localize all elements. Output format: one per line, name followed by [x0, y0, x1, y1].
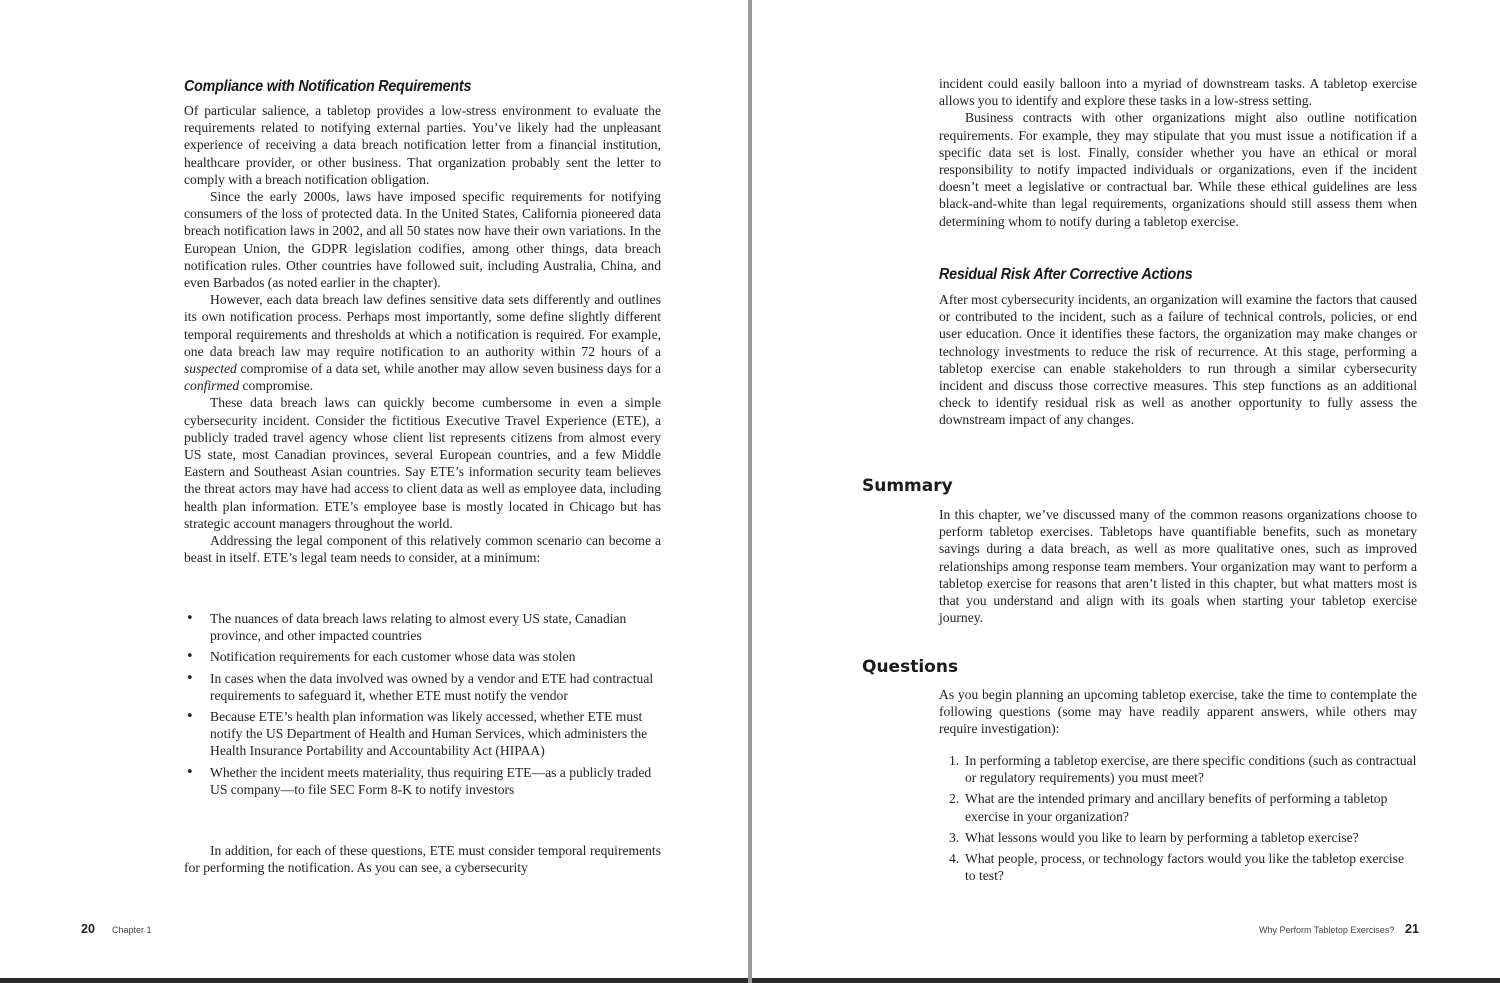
list-number: 1. [949, 753, 960, 768]
page-number: 20 [81, 922, 95, 936]
paragraph: Of particular salience, a tabletop provides a low-stress environment to evaluate the requirements related to notifying external parties. You’ve likely had the unpleasant experience of receiving a data breach notification letter from a financial institution, healthcare provider, or other business. That organization probably sent the letter to comply with a breach notification obligation. [184, 103, 661, 187]
summary-heading: Summary [862, 476, 953, 496]
left-page [0, 0, 748, 983]
emphasis-suspected: suspected [184, 361, 237, 377]
bullet-icon: • [186, 709, 194, 725]
section-heading-residual-risk: Residual Risk After Corrective Actions [939, 266, 1193, 283]
list-item-text: Because ETE’s health plan information was likely accessed, whether ETE must notify the US Department of Health and Human Services, which administers the Health Insurance Portability and Accountability Act (HIPAA) [210, 709, 648, 759]
list-number: 2. [949, 791, 960, 807]
list-item-text: In cases when the data involved was owned by a vendor and ETE had contractual requirements to safeguard it, whether ETE must notify the vendor [210, 670, 654, 703]
summary-body [939, 506, 1417, 626]
list-item [939, 790, 1417, 824]
paragraph: Since the early 2000s, laws have imposed specific requirements for notifying consumers of the loss of protected data. In the United States, California pioneered data breach notification laws in 2002, and all 50 states now have their own variations. In the European Union, the GDPR legislation codifies, among other things, data breach notification rules. Other countries have followed suit, including Australia, China, and even Barbados (as noted earlier in the chapter). [184, 189, 661, 291]
paragraph: incident could easily balloon into a myriad of downstream tasks. A tabletop exercise allows you to identify and explore these tasks in a low-stress setting. [939, 76, 1417, 109]
list-item [939, 752, 1417, 786]
list-item-text: What people, process, or technology factors would you like the tabletop exercise to test? [965, 851, 1405, 884]
text-run: compromise of a data set, while another may allow seven business days for a [236, 361, 661, 377]
text-run: However, each data breach law defines sensitive data sets differently and outlines its own notification process. Perhaps most importantly, some define slightly different temporal requirements and thresholds at which a notification is required. For example, one data breach law may require notification to an authority within 72 hours of a [184, 292, 661, 359]
continuation-body [939, 75, 1417, 230]
running-head-chapter: Chapter 1 [112, 925, 152, 935]
list-item [184, 764, 660, 798]
paragraph: After most cybersecurity incidents, an organization will examine the factors that caused or contributed to the incident, such as a failure of technical controls, policies, or end user education. Once it identifies these factors, the organization may make changes or technology investments to reduce the risk of recurrence. At this stage, performing a tabletop exercise can enable stakeholders to run through a similar cybersecurity incident and discuss those corrective measures. This step functions as an additional check to identify residual risk as well as another opportunity to fully assess the downstream impact of any changes. [939, 292, 1417, 428]
running-head-title: Why Perform Tabletop Exercises? [1259, 925, 1395, 935]
bullet-icon: • [186, 649, 194, 665]
list-item [184, 648, 660, 665]
section-heading-compliance: Compliance with Notification Requirements [184, 78, 472, 95]
paragraph: Addressing the legal component of this relatively common scenario can become a beast in itself. ETE’s legal team needs to consider, at a minimum: [184, 533, 661, 566]
list-item-text: In performing a tabletop exercise, are there specific conditions (such as contractual or regulatory requirements) you must meet? [965, 753, 1417, 786]
bullet-icon: • [186, 670, 194, 686]
bullet-icon: • [186, 764, 194, 780]
legal-considerations-list [184, 610, 660, 802]
compliance-body [184, 102, 661, 566]
list-item [184, 610, 660, 644]
questions-heading: Questions [862, 657, 959, 677]
page-edge [752, 978, 1500, 983]
list-number: 3. [949, 829, 960, 845]
paragraph: In addition, for each of these questions, ETE must consider temporal requirements for performing the notification. As you can see, a cybersecurity [184, 843, 661, 876]
paragraph: In this chapter, we’ve discussed many of the common reasons organizations choose to perform tabletop exercises. Tabletops have quantifiable benefits, such as monetary savings during a data breach, as well as more qualitative ones, such as improved relationships among response team members. Your organization may want to perform a tabletop exercise for reasons that aren’t listed in this chapter, but what matters most is that you understand and align with its goals when starting your tabletop exercise journey. [939, 507, 1417, 626]
list-item-text: Whether the incident meets materiality, thus requiring ETE—as a publicly traded US company—to file SEC Form 8-K to notify investors [210, 764, 652, 797]
list-item-text: The nuances of data breach laws relating to almost every US state, Canadian province, and other impacted countries [210, 611, 627, 644]
text-run: compromise. [239, 378, 314, 394]
list-item [184, 670, 660, 704]
questions-intro [939, 686, 1417, 738]
list-item [184, 708, 660, 760]
questions-list [939, 752, 1417, 888]
page-number: 21 [1405, 922, 1419, 936]
closing-paragraph-block [184, 842, 661, 876]
residual-risk-body [939, 291, 1417, 429]
list-item [939, 850, 1417, 884]
page-edge [0, 978, 748, 983]
paragraph: These data breach laws can quickly become cumbersome in even a simple cybersecurity incident. Consider the fictitious Executive Travel Experience (ETE), a publicly traded travel agency whose client list represents citizens from almost every US state, most Canadian provinces, several European countries, and a few Middle Eastern and Southeast Asian countries. Say ETE’s information security team believes the threat actors may have had access to client data as well as employee data, including health plan information. ETE’s employee base is mostly located in Chicago but has strategic account managers throughout the world. [184, 395, 661, 531]
paragraph: As you begin planning an upcoming tabletop exercise, take the time to contemplate the following questions (some may have readily apparent answers, while others may require investigation): [939, 687, 1417, 737]
paragraph [184, 291, 661, 394]
emphasis-confirmed: confirmed [184, 378, 240, 394]
bullet-icon: • [186, 611, 194, 626]
right-page [752, 0, 1500, 983]
paragraph: Business contracts with other organizations might also outline notification requirements. For example, they may stipulate that you must issue a notification if a specific data set is lost. Finally, consider whether you have an ethical or moral responsibility to notify impacted individuals or organizations, even if the incident doesn’t meet a legislative or contractual bar. While these ethical guidelines are less black-and-white than legal requirements, organizations should still assess them when determining whom to notify during a tabletop exercise. [939, 110, 1417, 229]
list-item-text: Notification requirements for each customer whose data was stolen [210, 649, 576, 665]
list-number: 4. [949, 851, 960, 867]
list-item-text: What are the intended primary and ancillary benefits of performing a tabletop exercise in your organization? [965, 791, 1388, 824]
list-item [939, 829, 1417, 846]
list-item-text: What lessons would you like to learn by performing a tabletop exercise? [965, 829, 1359, 845]
